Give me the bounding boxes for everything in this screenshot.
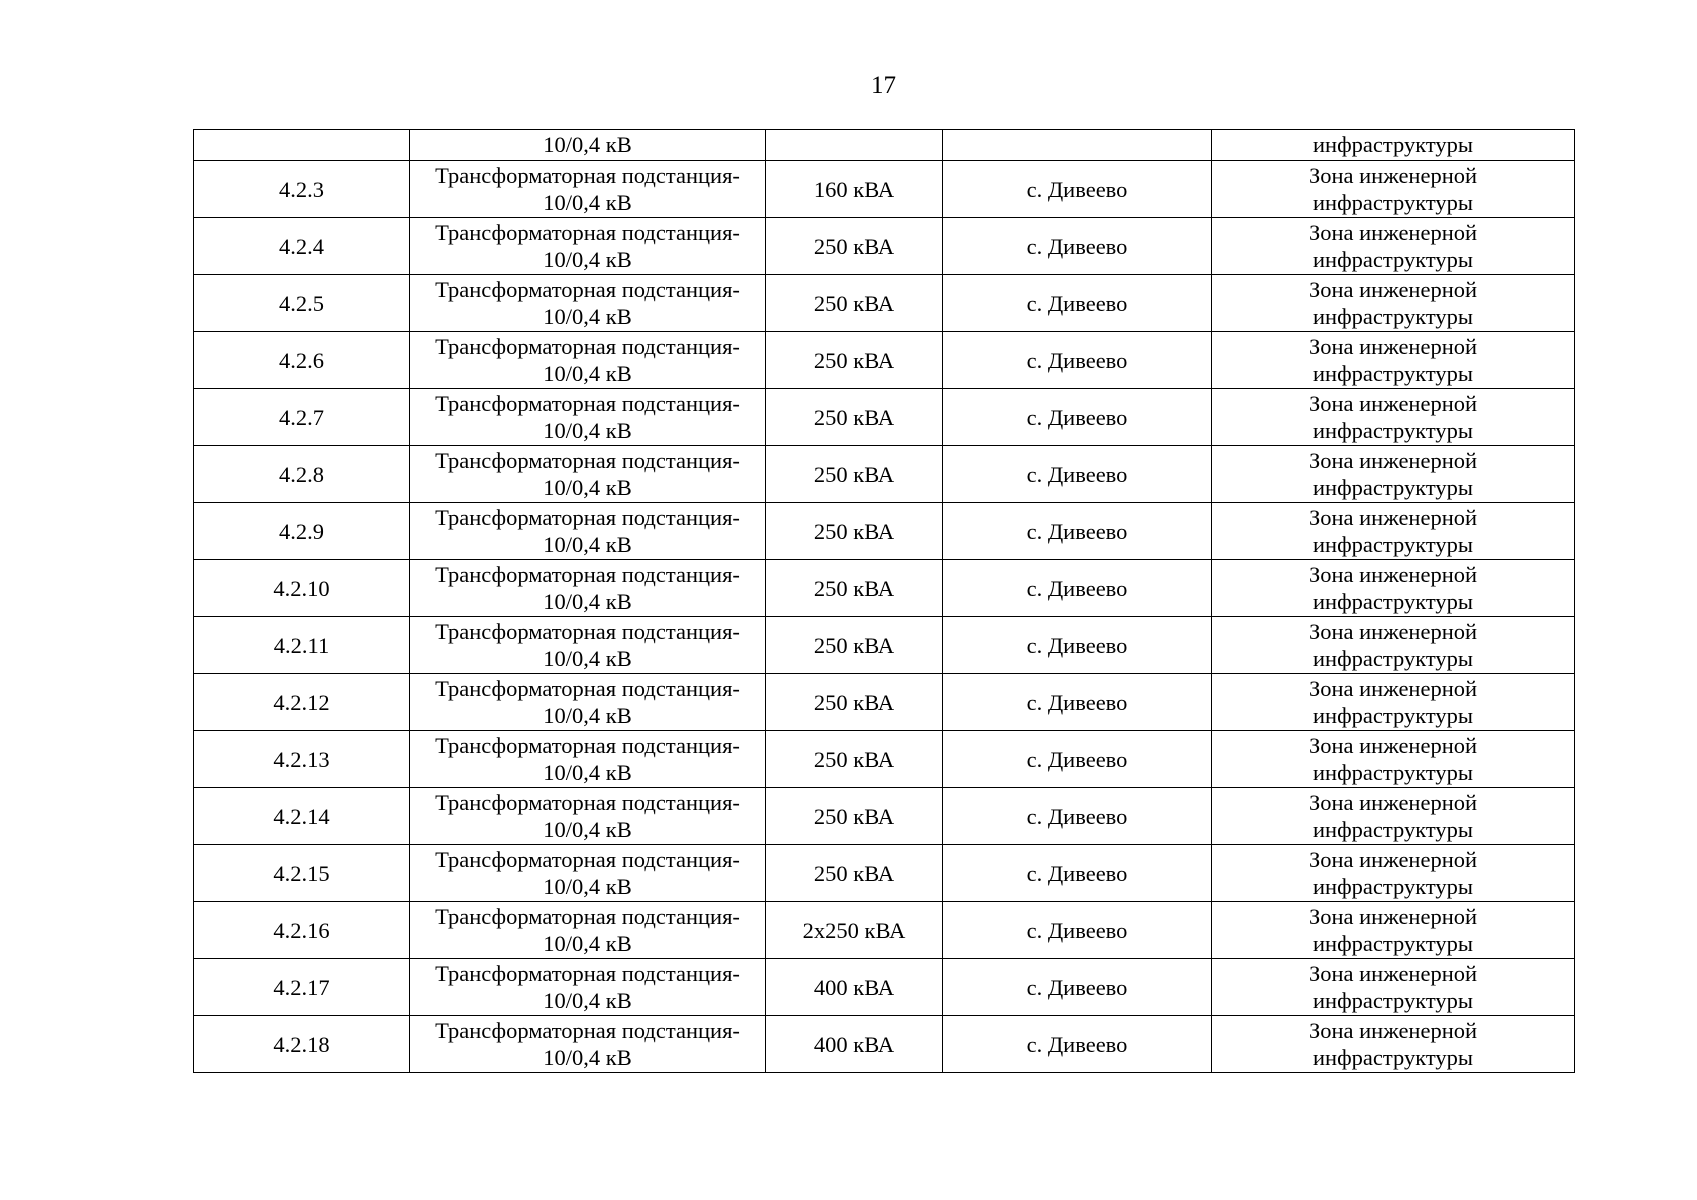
cell-name — [410, 617, 766, 674]
zone-line-2: инфраструктуры — [1313, 589, 1473, 614]
cell-zone — [1212, 674, 1575, 731]
cell-zone — [1212, 332, 1575, 389]
cell-power: 2х250 кВА — [766, 902, 943, 959]
zone-line-1: Зона инженерной — [1308, 277, 1478, 302]
zone-line-2: инфраструктуры — [1313, 931, 1473, 956]
name-line-1: Трансформаторная подстанция- — [435, 847, 740, 872]
cell-index: 4.2.10 — [194, 560, 410, 617]
table-row — [194, 902, 1575, 959]
name-line-1: Трансформаторная подстанция- — [435, 562, 740, 587]
name-line-2: 10/0,4 кВ — [543, 874, 632, 899]
name-line-1: Трансформаторная подстанция- — [435, 163, 740, 188]
cell-index: 4.2.9 — [194, 503, 410, 560]
zone-line-1: Зона инженерной — [1308, 505, 1478, 530]
zone-line-2: инфраструктуры — [1313, 760, 1473, 785]
name-line-1: Трансформаторная подстанция- — [435, 619, 740, 644]
cell-location: с. Дивеево — [943, 218, 1212, 275]
cell-location: с. Дивеево — [943, 731, 1212, 788]
name-line-1: Трансформаторная подстанция- — [435, 220, 740, 245]
cell-power: 250 кВА — [766, 788, 943, 845]
name-line-1: Трансформаторная подстанция- — [435, 391, 740, 416]
name-line-2: 10/0,4 кВ — [543, 589, 632, 614]
table-row — [194, 446, 1575, 503]
name-line-2: 10/0,4 кВ — [543, 646, 632, 671]
name-line-2: 10/0,4 кВ — [543, 760, 632, 785]
zone-line-1: Зона инженерной — [1308, 448, 1478, 473]
table-row — [194, 1016, 1575, 1073]
table-row — [194, 788, 1575, 845]
cell-name — [410, 446, 766, 503]
zone-line-1: Зона инженерной — [1308, 961, 1478, 986]
name-line-2: 10/0,4 кВ — [543, 418, 632, 443]
name-line-2: 10/0,4 кВ — [543, 988, 632, 1013]
cell-index: 4.2.16 — [194, 902, 410, 959]
zone-line-1: Зона инженерной — [1308, 790, 1478, 815]
table-row — [194, 130, 1575, 161]
cell-zone — [1212, 902, 1575, 959]
name-line-1: Трансформаторная подстанция- — [435, 733, 740, 758]
zone-line-1: Зона инженерной — [1308, 904, 1478, 929]
zone-line-1: Зона инженерной — [1308, 562, 1478, 587]
cell-zone — [1212, 959, 1575, 1016]
zone-line-2: инфраструктуры — [1313, 874, 1473, 899]
name-line-1: Трансформаторная подстанция- — [435, 505, 740, 530]
cell-index: 4.2.18 — [194, 1016, 410, 1073]
name-line-2: 10/0,4 кВ — [543, 247, 632, 272]
zone-line-2: инфраструктуры — [1313, 646, 1473, 671]
cell-index: 4.2.17 — [194, 959, 410, 1016]
cell-index: 4.2.13 — [194, 731, 410, 788]
cell-index: 4.2.14 — [194, 788, 410, 845]
zone-line-2: инфраструктуры — [1313, 247, 1473, 272]
cell-power: 250 кВА — [766, 845, 943, 902]
cell-index: 4.2.7 — [194, 389, 410, 446]
cell-index: 4.2.11 — [194, 617, 410, 674]
cell-index: 4.2.15 — [194, 845, 410, 902]
cell-name — [410, 902, 766, 959]
cell-location: с. Дивеево — [943, 788, 1212, 845]
zone-line-1: Зона инженерной — [1308, 163, 1478, 188]
cell-location: с. Дивеево — [943, 446, 1212, 503]
cell-power: 160 кВА — [766, 161, 943, 218]
zone-line-2: инфраструктуры — [1313, 304, 1473, 329]
cell-name — [410, 503, 766, 560]
cell-power: 400 кВА — [766, 959, 943, 1016]
cell-index — [194, 130, 410, 161]
name-line-2: 10/0,4 кВ — [543, 532, 632, 557]
cell-location: с. Дивеево — [943, 389, 1212, 446]
table-row — [194, 218, 1575, 275]
zone-line-1: Зона инженерной — [1308, 1018, 1478, 1043]
cell-name: 10/0,4 кВ — [410, 130, 766, 161]
cell-location: с. Дивеево — [943, 503, 1212, 560]
table-row — [194, 389, 1575, 446]
page-number: 17 — [871, 72, 896, 99]
table-row — [194, 845, 1575, 902]
cell-zone — [1212, 617, 1575, 674]
zone-line-1: Зона инженерной — [1308, 619, 1478, 644]
cell-index: 4.2.8 — [194, 446, 410, 503]
name-line-1: Трансформаторная подстанция- — [435, 676, 740, 701]
zone-line-2: инфраструктуры — [1313, 1045, 1473, 1070]
zone-line-2: инфраструктуры — [1313, 532, 1473, 557]
name-line-1: Трансформаторная подстанция- — [435, 277, 740, 302]
name-line-1: Трансформаторная подстанция- — [435, 334, 740, 359]
name-line-2: 10/0,4 кВ — [543, 817, 632, 842]
table-row — [194, 959, 1575, 1016]
name-line-1: Трансформаторная подстанция- — [435, 448, 740, 473]
cell-name — [410, 275, 766, 332]
cell-index: 4.2.4 — [194, 218, 410, 275]
cell-index: 4.2.6 — [194, 332, 410, 389]
name-line-2: 10/0,4 кВ — [543, 931, 632, 956]
zone-line-1: Зона инженерной — [1308, 847, 1478, 872]
cell-name — [410, 788, 766, 845]
cell-location: с. Дивеево — [943, 959, 1212, 1016]
cell-index: 4.2.12 — [194, 674, 410, 731]
cell-name — [410, 674, 766, 731]
name-line-2: 10/0,4 кВ — [543, 190, 632, 215]
cell-power: 250 кВА — [766, 389, 943, 446]
table-row — [194, 731, 1575, 788]
zone-line-1: Зона инженерной — [1308, 733, 1478, 758]
zone-line-2: инфраструктуры — [1313, 475, 1473, 500]
cell-zone — [1212, 731, 1575, 788]
cell-zone — [1212, 218, 1575, 275]
name-line-1: Трансформаторная подстанция- — [435, 904, 740, 929]
cell-zone — [1212, 560, 1575, 617]
cell-location: с. Дивеево — [943, 332, 1212, 389]
cell-power: 250 кВА — [766, 218, 943, 275]
table-body — [194, 130, 1575, 1073]
zone-line-1: Зона инженерной — [1308, 220, 1478, 245]
cell-power: 400 кВА — [766, 1016, 943, 1073]
zone-line-2: инфраструктуры — [1313, 817, 1473, 842]
cell-power: 250 кВА — [766, 332, 943, 389]
cell-power: 250 кВА — [766, 617, 943, 674]
zone-line-2: инфраструктуры — [1313, 418, 1473, 443]
zone-line-1: Зона инженерной — [1308, 676, 1478, 701]
name-line-1: Трансформаторная подстанция- — [435, 961, 740, 986]
cell-zone — [1212, 275, 1575, 332]
table-row — [194, 674, 1575, 731]
zone-line-2: инфраструктуры — [1313, 703, 1473, 728]
cell-zone — [1212, 1016, 1575, 1073]
cell-index: 4.2.3 — [194, 161, 410, 218]
cell-name — [410, 845, 766, 902]
cell-zone: инфраструктуры — [1212, 130, 1575, 161]
cell-location: с. Дивеево — [943, 560, 1212, 617]
cell-power: 250 кВА — [766, 731, 943, 788]
cell-name — [410, 731, 766, 788]
table-row — [194, 161, 1575, 218]
cell-name — [410, 161, 766, 218]
name-line-1: Трансформаторная подстанция- — [435, 1018, 740, 1043]
cell-index: 4.2.5 — [194, 275, 410, 332]
cell-power: 250 кВА — [766, 674, 943, 731]
name-line-2: 10/0,4 кВ — [543, 304, 632, 329]
zone-line-2: инфраструктуры — [1313, 190, 1473, 215]
cell-location: с. Дивеево — [943, 902, 1212, 959]
cell-name — [410, 959, 766, 1016]
table-row — [194, 560, 1575, 617]
cell-location: с. Дивеево — [943, 275, 1212, 332]
objects-table — [193, 129, 1575, 1073]
zone-line-1: Зона инженерной — [1308, 391, 1478, 416]
name-line-1: Трансформаторная подстанция- — [435, 790, 740, 815]
cell-location: с. Дивеево — [943, 1016, 1212, 1073]
cell-location: с. Дивеево — [943, 845, 1212, 902]
cell-name — [410, 1016, 766, 1073]
zone-line-2: инфраструктуры — [1313, 988, 1473, 1013]
name-line-2: 10/0,4 кВ — [543, 703, 632, 728]
cell-power: 250 кВА — [766, 446, 943, 503]
cell-name — [410, 560, 766, 617]
name-line-2: 10/0,4 кВ — [543, 475, 632, 500]
cell-location: с. Дивеево — [943, 674, 1212, 731]
cell-zone — [1212, 503, 1575, 560]
cell-zone — [1212, 161, 1575, 218]
cell-name — [410, 332, 766, 389]
cell-zone — [1212, 845, 1575, 902]
cell-name — [410, 218, 766, 275]
cell-location: с. Дивеево — [943, 617, 1212, 674]
cell-power: 250 кВА — [766, 560, 943, 617]
table-row — [194, 332, 1575, 389]
cell-zone — [1212, 446, 1575, 503]
cell-location — [943, 130, 1212, 161]
cell-zone — [1212, 788, 1575, 845]
table-row — [194, 617, 1575, 674]
cell-power: 250 кВА — [766, 275, 943, 332]
cell-name — [410, 389, 766, 446]
table-row — [194, 503, 1575, 560]
cell-power: 250 кВА — [766, 503, 943, 560]
cell-location: с. Дивеево — [943, 161, 1212, 218]
name-line-2: 10/0,4 кВ — [543, 361, 632, 386]
table-row — [194, 275, 1575, 332]
cell-power — [766, 130, 943, 161]
name-line-2: 10/0,4 кВ — [543, 1045, 632, 1070]
zone-line-1: Зона инженерной — [1308, 334, 1478, 359]
zone-line-2: инфраструктуры — [1313, 361, 1473, 386]
cell-zone — [1212, 389, 1575, 446]
